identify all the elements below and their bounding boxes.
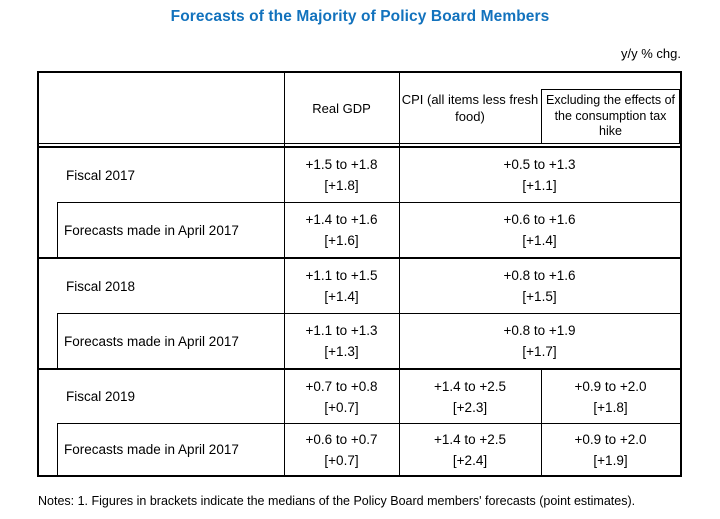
forecast-range: +0.8 to +1.6 — [503, 268, 576, 283]
cpi-excluding-forecast — [541, 424, 680, 475]
forecast-range: +0.6 to +1.6 — [503, 212, 576, 227]
forecast-median: [+1.3] — [324, 344, 359, 359]
forecast-median: [+1.6] — [324, 233, 359, 248]
cpi-forecast — [399, 259, 680, 313]
real-gdp-forecast — [284, 259, 399, 313]
forecast-range: +0.7 to +0.8 — [305, 378, 378, 394]
notes: Notes: 1. Figures in brackets indicate the medians of the Policy Board members' forecasts (point estimates). — [38, 494, 636, 508]
forecast-median: [+1.4] — [324, 289, 359, 304]
real-gdp-forecast — [284, 314, 399, 368]
unit-label: y/y % chg. — [621, 46, 681, 61]
column-header-cpi: CPI (all items less fresh food) — [401, 92, 539, 124]
forecast-median: [+1.8] — [593, 399, 628, 415]
real-gdp-forecast — [284, 148, 399, 202]
forecast-range: +1.4 to +2.5 — [433, 431, 507, 447]
column-header-real-gdp: Real GDP — [312, 100, 371, 116]
forecast-median: [+1.9] — [593, 452, 628, 468]
cpi-forecast — [399, 203, 680, 257]
forecast-range: +0.9 to +2.0 — [574, 431, 647, 447]
forecast-median: [+0.7] — [324, 399, 359, 415]
cpi-forecast — [399, 370, 541, 423]
real-gdp-forecast — [284, 203, 399, 257]
row-label-fiscal-2017: Fiscal 2017 — [66, 167, 136, 183]
cpi-excluding-forecast — [541, 370, 680, 423]
real-gdp-forecast — [284, 424, 399, 475]
forecast-range: +0.5 to +1.3 — [503, 157, 576, 172]
page-title: Forecasts of the Majority of Policy Board Members — [170, 8, 550, 25]
row-label-april-forecast: Forecasts made in April 2017 — [64, 222, 239, 238]
column-header-cpi-excluding: Excluding the effects of the consumption tax hike — [541, 89, 680, 143]
real-gdp-forecast — [284, 370, 399, 423]
cpi-forecast — [399, 148, 680, 202]
forecast-range: +0.6 to +0.7 — [305, 431, 378, 447]
forecast-median: [+2.4] — [452, 452, 488, 468]
cpi-forecast — [399, 424, 541, 475]
forecast-range: +1.4 to +1.6 — [305, 212, 378, 227]
forecast-median: [+1.7] — [522, 344, 557, 359]
forecast-median: [+1.8] — [324, 178, 359, 193]
forecast-table — [37, 71, 682, 477]
row-label-fiscal-2019: Fiscal 2019 — [66, 389, 136, 404]
forecast-median: [+1.5] — [522, 289, 557, 304]
forecast-median: [+1.4] — [522, 233, 557, 248]
forecast-median: [+1.1] — [522, 178, 557, 193]
forecast-median: [+0.7] — [324, 452, 359, 468]
forecast-range: +0.8 to +1.9 — [503, 323, 576, 338]
forecast-range: +1.4 to +2.5 — [433, 378, 507, 394]
row-label-april-forecast: Forecasts made in April 2017 — [64, 333, 239, 349]
forecast-range: +0.9 to +2.0 — [574, 378, 647, 394]
forecast-range: +1.5 to +1.8 — [305, 157, 378, 172]
forecast-median: [+2.3] — [452, 399, 488, 415]
forecast-range: +1.1 to +1.3 — [305, 323, 378, 338]
row-label-fiscal-2018: Fiscal 2018 — [66, 278, 136, 294]
cpi-forecast — [399, 314, 680, 368]
forecast-range: +1.1 to +1.5 — [305, 268, 378, 283]
row-label-april-forecast: Forecasts made in April 2017 — [64, 442, 239, 457]
